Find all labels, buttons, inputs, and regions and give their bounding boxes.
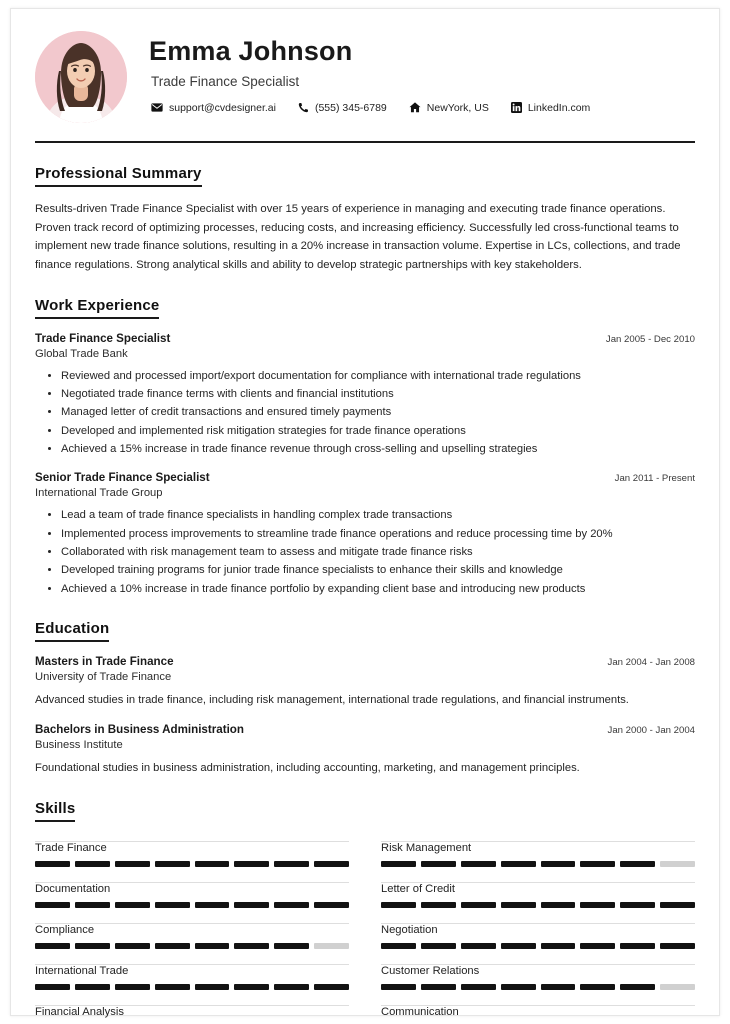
skill-level-segment <box>541 902 576 908</box>
skill-item <box>381 834 695 875</box>
contact-row <box>151 102 695 114</box>
education-school: Business Institute <box>35 739 123 752</box>
education-item <box>35 655 695 710</box>
skill-level-segment <box>274 943 309 949</box>
contact-phone[interactable] <box>298 102 387 114</box>
header-divider <box>35 141 695 143</box>
skill-level-segment <box>501 984 536 990</box>
skill-level-segment <box>461 902 496 908</box>
skill-label: Documentation <box>35 882 111 895</box>
section-work-experience <box>35 297 695 599</box>
list-item: • Achieved a 15% increase in trade finance revenue through cross-selling and upselling strategies <box>61 441 695 458</box>
skill-label: Negotiation <box>381 923 438 936</box>
skill-level-segment <box>541 943 576 949</box>
section-title-work: Work Experience <box>35 297 159 319</box>
section-professional-summary <box>35 165 695 275</box>
skill-level-segment <box>155 902 190 908</box>
skill-level-segment <box>35 984 70 990</box>
skill-level-segment <box>541 861 576 867</box>
skill-level-bar <box>381 861 695 867</box>
envelope-icon <box>151 103 163 112</box>
skill-level-segment <box>580 902 615 908</box>
skill-level-segment <box>75 902 110 908</box>
skill-level-segment <box>35 902 70 908</box>
skill-label: Financial Analysis <box>35 1005 124 1018</box>
skills-grid <box>35 834 695 1024</box>
list-item: • Developed and implemented risk mitigation strategies for trade finance operations <box>61 423 695 440</box>
avatar-photo-icon <box>35 31 127 123</box>
phone-icon <box>298 102 309 113</box>
skill-level-segment <box>501 902 536 908</box>
contact-phone-text: (555) 345-6789 <box>314 101 387 114</box>
skill-level-segment <box>314 984 349 990</box>
skill-level-segment <box>75 861 110 867</box>
skill-level-segment <box>381 861 416 867</box>
job-role-subtitle: Trade Finance Specialist <box>151 73 300 89</box>
skill-level-segment <box>234 861 269 867</box>
skill-item <box>381 957 695 998</box>
list-item: • Reviewed and processed import/export documentation for compliance with international trade regulations <box>61 368 695 385</box>
skill-label: International Trade <box>35 964 129 977</box>
list-item: • Collaborated with risk management team to assess and mitigate trade finance risks <box>61 544 695 561</box>
skill-label: Trade Finance <box>35 841 107 854</box>
skill-level-segment <box>660 984 695 990</box>
contact-linkedin-text: LinkedIn.com <box>527 101 591 114</box>
skill-level-segment <box>195 861 230 867</box>
skill-level-bar <box>35 902 349 908</box>
skill-item <box>35 998 349 1024</box>
skill-level-segment <box>421 943 456 949</box>
skill-label: Compliance <box>35 923 95 936</box>
work-bullets <box>35 368 695 459</box>
skill-level-segment <box>75 943 110 949</box>
skill-level-segment <box>195 943 230 949</box>
skill-level-segment <box>421 984 456 990</box>
skill-level-bar <box>35 943 349 949</box>
skill-level-segment <box>115 984 150 990</box>
work-title: Senior Trade Finance Specialist <box>35 471 210 485</box>
skill-item <box>35 957 349 998</box>
work-item <box>35 332 695 459</box>
skill-label: Communication <box>381 1005 459 1018</box>
contact-linkedin[interactable] <box>511 102 590 114</box>
skill-level-segment <box>234 902 269 908</box>
summary-text: Results-driven Trade Finance Specialist with over 15 years of experience in managing and executing trade finance operations. Proven track record of optimizing processes, reducing costs, and increasing efficiency. Successfully led cross-functional teams to implement new trade finance solutions, resulting in a 20% increase in transaction volume. Expertise in LCs, collections, and trade finance regulations. Strong analytical skills and ability to develop strategic partnerships with key stakeholders. <box>35 203 681 271</box>
list-item: • Managed letter of credit transactions and ensured timely payments <box>61 404 695 421</box>
skill-level-bar <box>35 861 349 867</box>
skill-level-bar <box>35 984 349 990</box>
skill-level-segment <box>501 861 536 867</box>
skill-level-segment <box>620 984 655 990</box>
education-date: Jan 2000 - Jan 2004 <box>607 725 695 737</box>
skill-level-segment <box>461 861 496 867</box>
skill-level-bar <box>381 984 695 990</box>
page-title: Emma Johnson <box>149 36 353 66</box>
skill-level-segment <box>461 984 496 990</box>
skill-label: Risk Management <box>381 841 472 854</box>
skill-level-segment <box>35 861 70 867</box>
skill-level-segment <box>620 861 655 867</box>
skill-level-segment <box>155 943 190 949</box>
section-skills <box>35 800 695 1024</box>
resume-sheet <box>10 8 720 1016</box>
contact-email-text: support@cvdesigner.ai <box>169 101 276 114</box>
education-date: Jan 2004 - Jan 2008 <box>607 657 695 669</box>
skill-level-segment <box>660 902 695 908</box>
work-company: International Trade Group <box>35 487 163 500</box>
skill-level-bar <box>381 943 695 949</box>
skill-item <box>35 916 349 957</box>
skill-level-segment <box>195 902 230 908</box>
education-description: Advanced studies in trade finance, including risk management, international trade regulations, and financial instruments. <box>35 694 629 707</box>
skill-level-segment <box>234 943 269 949</box>
skill-level-segment <box>234 984 269 990</box>
contact-location-text: NewYork, US <box>426 101 489 114</box>
skill-level-segment <box>115 902 150 908</box>
home-icon <box>409 102 421 113</box>
skill-level-segment <box>314 902 349 908</box>
section-title-skills: Skills <box>35 800 75 822</box>
skill-level-segment <box>274 902 309 908</box>
skill-level-segment <box>620 902 655 908</box>
skill-item <box>381 998 695 1024</box>
skill-item <box>381 916 695 957</box>
skill-level-segment <box>274 984 309 990</box>
work-item <box>35 471 695 598</box>
skill-level-segment <box>620 943 655 949</box>
skill-level-segment <box>461 943 496 949</box>
skill-level-segment <box>155 861 190 867</box>
section-education <box>35 620 695 778</box>
work-title: Trade Finance Specialist <box>35 331 171 345</box>
skill-level-segment <box>501 943 536 949</box>
work-bullets <box>35 507 695 598</box>
skill-item <box>35 875 349 916</box>
skill-level-segment <box>35 943 70 949</box>
skill-label: Customer Relations <box>381 964 480 977</box>
education-degree: Masters in Trade Finance <box>35 655 174 669</box>
skill-level-segment <box>421 902 456 908</box>
skill-level-segment <box>115 861 150 867</box>
skill-label: Letter of Credit <box>381 882 455 895</box>
skill-level-bar <box>381 902 695 908</box>
skill-level-segment <box>421 861 456 867</box>
skill-level-segment <box>541 984 576 990</box>
section-title-summary: Professional Summary <box>35 165 202 187</box>
skill-level-segment <box>660 943 695 949</box>
skill-level-segment <box>580 861 615 867</box>
work-date: Jan 2005 - Dec 2010 <box>605 333 695 345</box>
skill-level-segment <box>75 984 110 990</box>
contact-email[interactable] <box>151 102 276 114</box>
list-item: • Implemented process improvements to streamline trade finance operations and reduce processing time by 20% <box>61 526 695 543</box>
skill-item <box>381 875 695 916</box>
section-title-education: Education <box>35 620 109 642</box>
education-degree: Bachelors in Business Administration <box>35 723 244 737</box>
education-description: Foundational studies in business administration, including accounting, marketing, and management principles. <box>35 762 580 775</box>
work-date: Jan 2011 - Present <box>614 473 695 485</box>
skill-level-segment <box>115 943 150 949</box>
skill-level-segment <box>195 984 230 990</box>
list-item: • Achieved a 10% increase in trade finance portfolio by expanding client base and introducing new products <box>61 581 695 598</box>
education-item <box>35 723 695 778</box>
skill-item <box>35 834 349 875</box>
avatar <box>35 31 127 123</box>
list-item: • Negotiated trade finance terms with clients and financial institutions <box>61 386 695 403</box>
work-company: Global Trade Bank <box>35 347 128 360</box>
skill-level-segment <box>381 984 416 990</box>
contact-location[interactable] <box>409 102 489 114</box>
skill-level-segment <box>314 943 349 949</box>
linkedin-icon <box>511 102 522 113</box>
skill-level-segment <box>155 984 190 990</box>
list-item: • Lead a team of trade finance specialists in handling complex trade transactions <box>61 507 695 524</box>
skill-level-segment <box>660 861 695 867</box>
skill-level-segment <box>381 902 416 908</box>
skill-level-segment <box>381 943 416 949</box>
resume-header <box>35 31 695 137</box>
list-item: • Developed training programs for junior trade finance specialists to enhance their skills and knowledge <box>61 562 695 579</box>
skill-level-segment <box>274 861 309 867</box>
skill-level-segment <box>580 984 615 990</box>
education-school: University of Trade Finance <box>35 671 172 684</box>
skill-level-segment <box>580 943 615 949</box>
skill-level-segment <box>314 861 349 867</box>
